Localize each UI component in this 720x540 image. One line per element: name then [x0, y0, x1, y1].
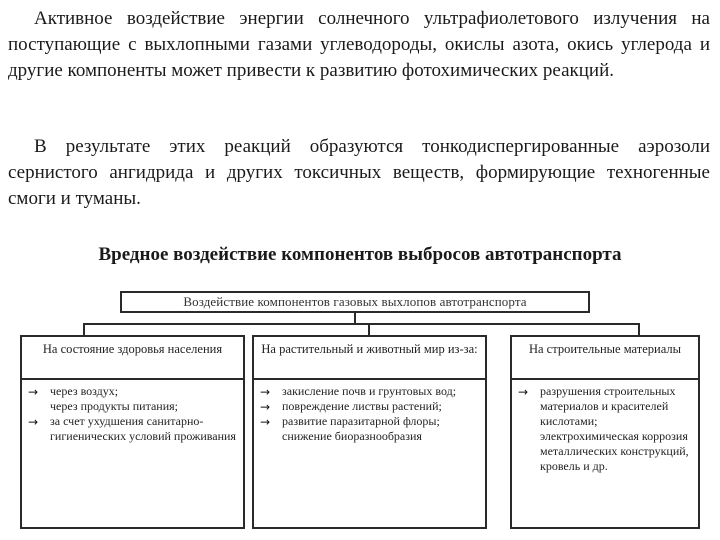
column-header: На растительный и животный мир из-за:: [254, 337, 485, 380]
section-heading: Вредное воздействие компонентов выбросов автотранспорта: [98, 244, 622, 265]
list-item: → развитие паразитарной флоры; снижение биоразнообразия: [260, 414, 440, 443]
arrow-right-icon: →: [260, 400, 271, 414]
list-item: → за счет ухудшения санитарно-гигиенических условий проживания: [28, 414, 236, 443]
impact-diagram: [18, 285, 708, 535]
materials-column: [510, 335, 700, 529]
diagram-title: Воздействие компонентов газовых выхлопов автотранспорта: [120, 291, 590, 313]
arrow-right-icon: →: [518, 385, 529, 399]
column-header: На состояние здоровья населения: [22, 337, 243, 380]
list-item: → через воздух;: [28, 384, 119, 399]
list-item: → закисление почв и грунтовых вод;: [260, 384, 457, 399]
list-item: через продукты питания;: [50, 399, 178, 413]
flora-fauna-column: [252, 335, 487, 529]
intro-paragraph: Активное воздействие энергии солнечного ультрафиолетового излучения на поступающие с выхлопными газами углеводороды, окислы азота, окись углерода и другие компоненты может привести к развитию фотохимических реакций.: [8, 8, 710, 81]
list-item: → повреждение листвы растений;: [260, 399, 442, 414]
arrow-right-icon: →: [28, 415, 39, 429]
connector-line: [83, 323, 640, 325]
list-item: электрохимическая коррозия металлических конструкций, кровель и др.: [540, 429, 689, 473]
connector-line: [368, 323, 370, 335]
arrow-right-icon: →: [28, 385, 39, 399]
arrow-right-icon: →: [260, 385, 271, 399]
column-header: На строительные материалы: [512, 337, 698, 380]
arrow-right-icon: →: [260, 415, 271, 429]
connector-line: [354, 313, 356, 323]
list-item: → разрушения строительных материалов и красителей кислотами;: [518, 384, 676, 428]
health-column: [20, 335, 245, 529]
connector-line: [638, 323, 640, 335]
connector-line: [83, 323, 85, 335]
result-paragraph: В результате этих реакций образуются тонкодиспергированные аэрозоли сернистого ангидрида и других токсичных веществ, формирующие техногенные смоги и туманы.: [8, 136, 710, 209]
